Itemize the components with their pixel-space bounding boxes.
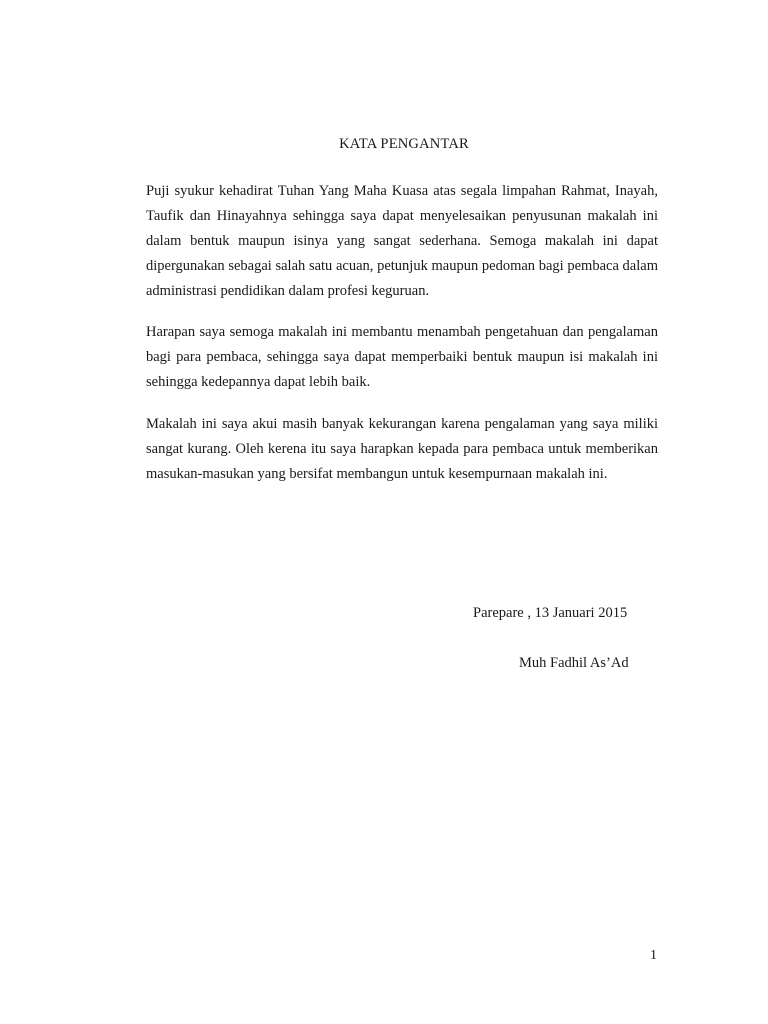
- page-title: KATA PENGANTAR: [339, 136, 469, 152]
- author-signature-name: Muh Fadhil As’Ad: [519, 655, 629, 671]
- page-number: 1: [650, 948, 657, 963]
- paragraph-1: Puji syukur kehadirat Tuhan Yang Maha Kuasa atas segala limpahan Rahmat, Inayah, Taufik dan Hinayahnya sehingga saya dapat menyelesaikan penyusunan makalah ini dalam bentuk maupun isinya yang sangat sederhana. Semoga makalah ini dapat dipergunakan sebagai salah satu acuan, petunjuk maupun pedoman bagi pembaca dalam administrasi pendidikan dalam profesi keguruan.: [146, 183, 658, 299]
- paragraph-3: Makalah ini saya akui masih banyak kekurangan karena pengalaman yang saya miliki sangat kurang. Oleh kerena itu saya harapkan kepada para pembaca untuk memberikan masukan-masukan yang bersifat membangun untuk kesempurnaan makalah ini.: [146, 416, 658, 482]
- paragraph-2: Harapan saya semoga makalah ini membantu menambah pengetahuan dan pengalaman bagi para pembaca, sehingga saya dapat memperbaiki bentuk maupun isi makalah ini sehingga kedepannya dapat lebih baik.: [146, 324, 658, 390]
- place-date: Parepare , 13 Januari 2015: [473, 605, 628, 621]
